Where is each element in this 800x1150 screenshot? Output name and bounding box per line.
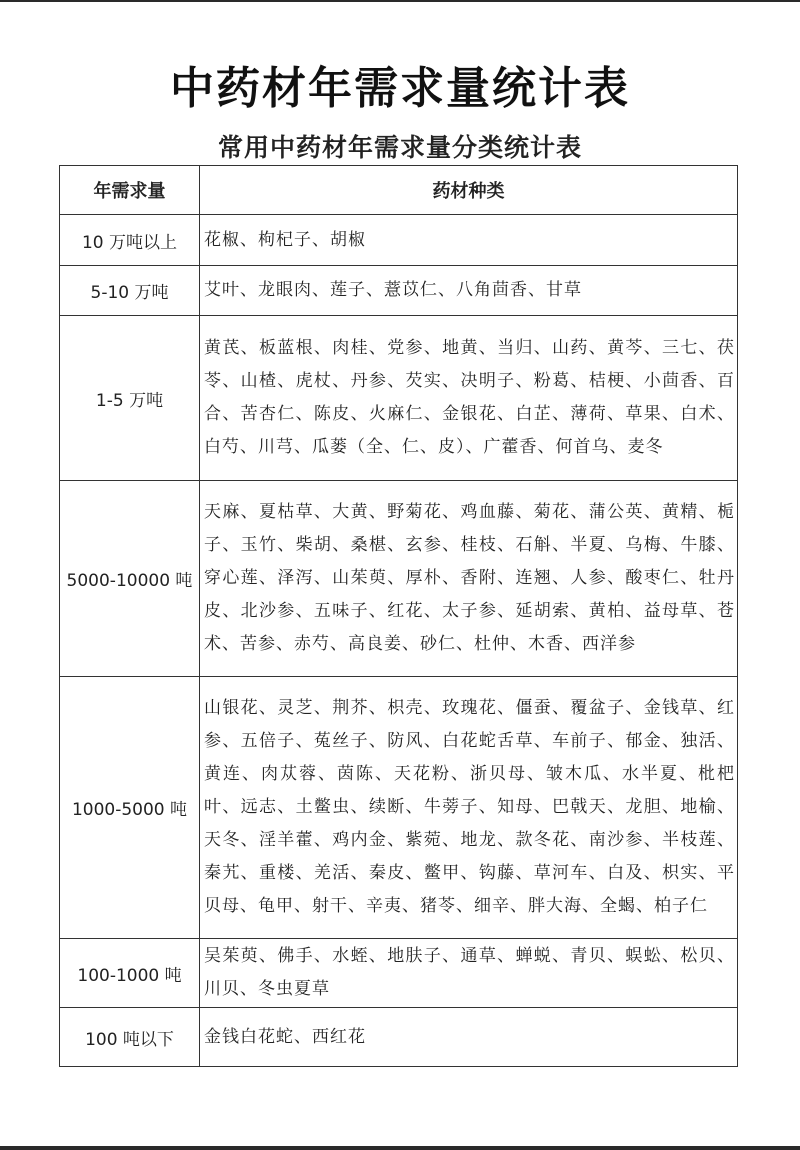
demand-cell: 5000-10000 吨	[60, 481, 200, 677]
header-herb-types: 药材种类	[200, 166, 738, 215]
herb-demand-table	[59, 165, 738, 1067]
demand-cell: 1-5 万吨	[60, 316, 200, 481]
table-row	[60, 677, 738, 939]
table-header-row	[60, 166, 738, 215]
herbs-cell: 金钱白花蛇、西红花	[200, 1008, 738, 1067]
demand-cell: 1000-5000 吨	[60, 677, 200, 939]
bottom-border-line	[0, 1146, 800, 1150]
demand-cell: 100 吨以下	[60, 1008, 200, 1067]
demand-cell: 5-10 万吨	[60, 266, 200, 316]
herbs-cell: 山银花、灵芝、荆芥、枳壳、玫瑰花、僵蚕、覆盆子、金钱草、红参、五倍子、菟丝子、防风、白花蛇舌草、车前子、郁金、独活、黄连、肉苁蓉、茵陈、天花粉、浙贝母、皱木瓜、水半夏、枇杷叶、远志、土鳖虫、续断、牛蒡子、知母、巴戟天、龙胆、地榆、天冬、淫羊藿、鸡内金、紫菀、地龙、款冬花、南沙参、半枝莲、秦艽、重楼、羌活、秦皮、鳖甲、钩藤、草河车、白及、枳实、平贝母、龟甲、射干、辛夷、猪苓、细辛、胖大海、全蝎、柏子仁	[200, 677, 738, 939]
herbs-cell: 艾叶、龙眼肉、莲子、薏苡仁、八角茴香、甘草	[200, 266, 738, 316]
herbs-cell: 天麻、夏枯草、大黄、野菊花、鸡血藤、菊花、蒲公英、黄精、栀子、玉竹、柴胡、桑椹、玄参、桂枝、石斛、半夏、乌梅、牛膝、穿心莲、泽泻、山茱萸、厚朴、香附、连翘、人参、酸枣仁、牡丹皮、北沙参、五味子、红花、太子参、延胡索、黄柏、益母草、苍术、苦参、赤芍、高良姜、砂仁、杜仲、木香、西洋参	[200, 481, 738, 677]
herbs-cell: 花椒、枸杞子、胡椒	[200, 215, 738, 266]
top-border-line	[0, 0, 800, 2]
table-row	[60, 266, 738, 316]
herbs-cell: 黄芪、板蓝根、肉桂、党参、地黄、当归、山药、黄芩、三七、茯苓、山楂、虎杖、丹参、芡实、决明子、粉葛、桔梗、小茴香、百合、苦杏仁、陈皮、火麻仁、金银花、白芷、薄荷、草果、白术、白芍、川芎、瓜蒌（全、仁、皮）、广藿香、何首乌、麦冬	[200, 316, 738, 481]
demand-cell: 10 万吨以上	[60, 215, 200, 266]
page-title: 中药材年需求量统计表	[170, 63, 630, 114]
herbs-cell: 吴茱萸、佛手、水蛭、地肤子、通草、蝉蜕、青贝、蜈蚣、松贝、川贝、冬虫夏草	[200, 939, 738, 1008]
table-title: 常用中药材年需求量分类统计表	[217, 133, 582, 162]
demand-cell: 100-1000 吨	[60, 939, 200, 1008]
header-annual-demand: 年需求量	[60, 166, 200, 215]
table-row	[60, 939, 738, 1008]
table-row	[60, 215, 738, 266]
table-row	[60, 481, 738, 677]
table-row	[60, 1008, 738, 1067]
table-row	[60, 316, 738, 481]
